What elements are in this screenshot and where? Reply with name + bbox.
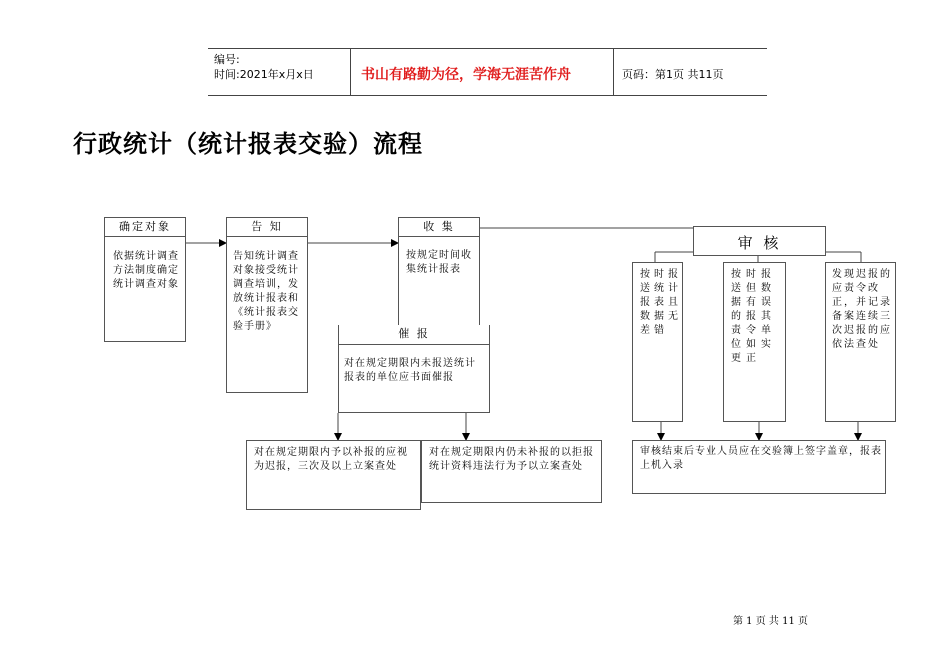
notify-text: 告知统计调查对象接受统计调查培训，发放统计报表和《统计报表交验手册》 (233, 251, 299, 332)
notify-header: 告 知 (226, 217, 308, 237)
header-page-info: 页码：第1页 共11页 (622, 68, 724, 81)
refuse-report-text: 对在规定期限内仍未补报的以拒报统计资料违法行为予以立案查处 (429, 447, 594, 472)
urge-text: 对在规定期限内未报送统计报表的单位应书面催报 (344, 358, 476, 383)
header-motto: 书山有路勤为径，学海无涯苦作舟 (361, 67, 571, 83)
audit-ok-text: 按时报送统计报表且数据无差错 (640, 269, 682, 336)
header-time-label: 时间:2021年x月x日 (214, 68, 314, 81)
determine-object-text: 依据统计调查方法制度确定统计调查对象 (113, 251, 179, 290)
urge-header: 催 报 (338, 325, 490, 345)
determine-object-header: 确定对象 (104, 217, 186, 237)
footer-page-number: 第 1 页 共 11 页 (733, 616, 808, 627)
audit-late-text: 发现迟报的应责令改正，并记录备案连续三次迟报的应依法查处 (832, 269, 892, 350)
audit-error-text: 按时报送但数据有误的报其责令单位如实更正 (731, 269, 776, 364)
collect-text: 按规定时间收集统计报表 (406, 250, 472, 275)
late-report-text: 对在规定期限内予以补报的应视为迟报，三次及以上立案查处 (254, 447, 408, 472)
audit-finish-text: 审核结束后专业人员应在交验簿上签字盖章，报表上机入录 (640, 446, 882, 471)
header-number-label: 编号: (214, 53, 240, 66)
audit-header: 审 核 (737, 234, 782, 252)
collect-header: 收 集 (398, 217, 480, 237)
page-title: 行政统计（统计报表交验）流程 (73, 130, 423, 158)
